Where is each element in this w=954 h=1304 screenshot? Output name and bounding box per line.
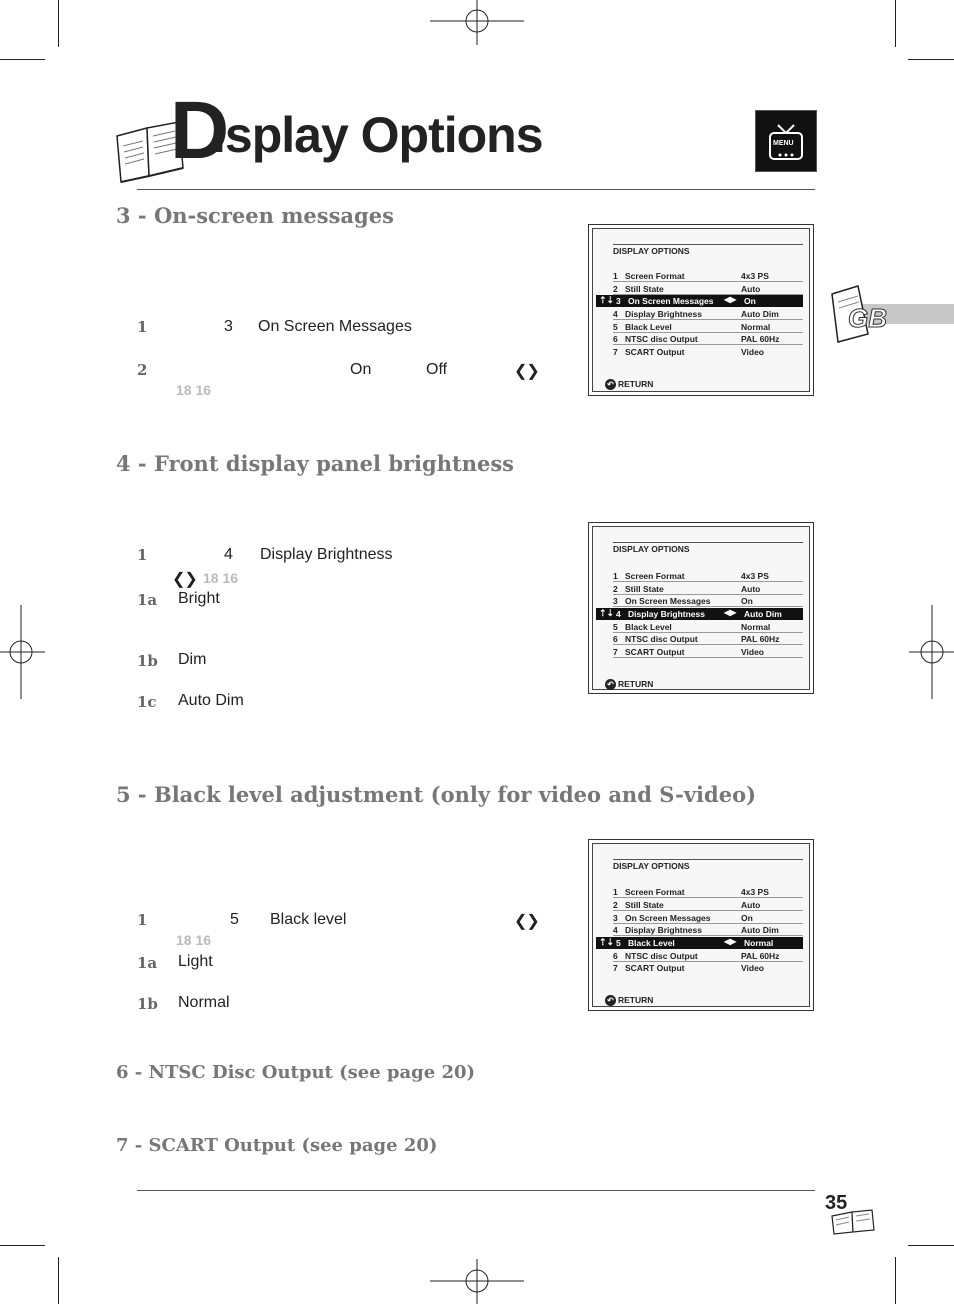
menu-rule: [613, 542, 803, 543]
crop-mark: [908, 1245, 954, 1246]
registration-mark-bottom: [430, 1259, 524, 1304]
menu-row-selected: ⇡⇣ 4 Display Brightness ◀▶ Auto Dim: [596, 608, 803, 620]
crop-mark: [0, 59, 45, 60]
step-number: 1: [137, 911, 148, 929]
menu-tv-icon: [755, 110, 817, 172]
menu-row: 2 Still State Auto: [613, 283, 803, 295]
step-text: On Screen Messages: [258, 318, 412, 335]
menu-row: 4 Display Brightness Auto Dim: [613, 924, 803, 936]
crop-mark: [0, 1245, 45, 1246]
step-text: Normal: [178, 994, 230, 1011]
menu-row: 7 SCART Output Video: [613, 963, 764, 973]
return-icon: ↶: [605, 679, 616, 690]
page-reference: 18 16: [176, 932, 212, 948]
option-off: Off: [426, 361, 448, 378]
section-heading-3: 3 - On-screen messages: [116, 203, 394, 228]
step-digit: 5: [230, 911, 239, 928]
step-text: Light: [178, 953, 213, 970]
section-heading-6: 6 - NTSC Disc Output (see page 20): [116, 1062, 476, 1083]
menu-rule: [613, 244, 803, 245]
crop-mark: [58, 0, 59, 47]
section-heading-5: 5 - Black level adjustment (only for video and S-video): [116, 782, 757, 807]
return-icon: ↶: [605, 379, 616, 390]
step-number: 1: [137, 546, 148, 564]
menu-title: DISPLAY OPTIONS: [613, 861, 690, 871]
crop-mark: [895, 0, 896, 47]
footer-book-icon: [830, 1206, 876, 1236]
menu-row-selected: ⇡⇣ 3 On Screen Messages ◀▶ On: [596, 295, 803, 307]
registration-mark-top: [430, 0, 524, 45]
page-title-initial: D: [170, 85, 228, 176]
menu-row-selected: ⇡⇣ 5 Black Level ◀▶ Normal: [596, 937, 803, 949]
step-number: 1b: [137, 652, 158, 670]
step-number: 1: [137, 318, 148, 336]
option-on: On: [350, 361, 372, 378]
menu-title: DISPLAY OPTIONS: [613, 246, 690, 256]
page-reference: 18 16: [203, 570, 239, 586]
return-hint: ↶ RETURN: [605, 379, 653, 390]
menu-row: 7 SCART Output Video: [613, 347, 764, 357]
osd-menu-black-level: [588, 839, 814, 1011]
page-reference: 18 16: [176, 382, 212, 398]
left-right-arrow-icon: ❮❯: [514, 363, 539, 380]
return-icon: ↶: [605, 995, 616, 1006]
footer-rule: [137, 1190, 815, 1191]
crop-mark: [895, 1257, 896, 1304]
page-number: 35: [825, 1192, 848, 1214]
return-hint: ↶ RETURN: [605, 679, 653, 690]
step-digit: 3: [224, 318, 233, 335]
menu-row: 5 Black Level Normal: [613, 621, 803, 633]
left-right-arrow-icon: ❮❯: [514, 913, 539, 930]
step-digit: 4: [224, 546, 233, 563]
menu-row: 2 Still State Auto: [613, 583, 803, 595]
step-number: 2: [137, 361, 148, 379]
header-rule: [137, 189, 815, 190]
menu-row: 1 Screen Format 4x3 PS: [613, 570, 803, 582]
return-hint: ↶ RETURN: [605, 995, 653, 1006]
menu-row: 1 Screen Format 4x3 PS: [613, 270, 803, 282]
menu-row: 3 On Screen Messages On: [613, 595, 803, 607]
osd-menu-on-screen-messages: [588, 224, 814, 396]
step-text: Bright: [178, 590, 220, 607]
menu-title: DISPLAY OPTIONS: [613, 544, 690, 554]
step-text: Auto Dim: [178, 692, 244, 709]
section-heading-7: 7 - SCART Output (see page 20): [116, 1135, 438, 1156]
page-title: isplay Options: [212, 107, 543, 163]
osd-menu-display-brightness: [588, 522, 814, 694]
step-number: 1a: [137, 954, 158, 972]
menu-row: 4 Display Brightness Auto Dim: [613, 308, 803, 320]
menu-row: 6 NTSC disc Output PAL 60Hz: [613, 333, 803, 345]
step-number: 1a: [137, 591, 158, 609]
section-heading-4: 4 - Front display panel brightness: [116, 451, 514, 476]
menu-row: 2 Still State Auto: [613, 899, 803, 911]
step-text: Display Brightness: [260, 546, 393, 563]
menu-row: 5 Black Level Normal: [613, 321, 803, 333]
left-right-arrow-icon: ❮❯: [172, 571, 197, 588]
gb-language-label: GB: [848, 303, 887, 333]
step-number: 1c: [137, 693, 157, 711]
registration-mark-left: [0, 605, 45, 699]
registration-mark-right: [909, 605, 954, 699]
menu-row: 6 NTSC disc Output PAL 60Hz: [613, 950, 803, 962]
crop-mark: [58, 1257, 59, 1304]
menu-icon-label: MENU: [773, 140, 794, 147]
menu-row: 7 SCART Output Video: [613, 646, 803, 658]
menu-rule: [613, 859, 803, 860]
crop-mark: [908, 59, 954, 60]
menu-row: 6 NTSC disc Output PAL 60Hz: [613, 633, 803, 645]
step-text: Black level: [270, 911, 347, 928]
menu-row: 1 Screen Format 4x3 PS: [613, 886, 803, 898]
step-text: Dim: [178, 651, 207, 668]
step-number: 1b: [137, 995, 158, 1013]
menu-row: 3 On Screen Messages On: [613, 912, 803, 924]
